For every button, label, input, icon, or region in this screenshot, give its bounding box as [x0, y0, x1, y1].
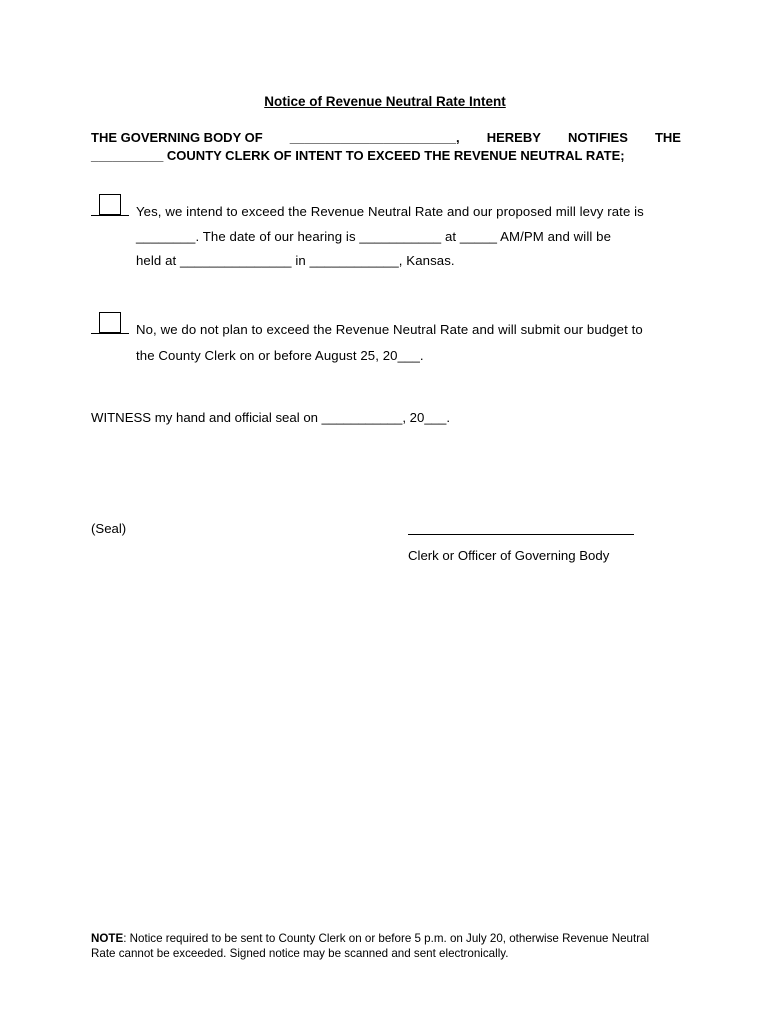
intro-hereby: HEREBY [486, 130, 541, 145]
intro-governing-body: THE GOVERNING BODY OF [91, 130, 263, 145]
intro-line-1 [91, 130, 681, 145]
note-text: : Notice required to be sent to County Clerk on or before 5 p.m. on July 20, otherwise Revenue Neutral Rate cannot be exceeded. Signed notice may be scanned and sent electronically. [91, 932, 650, 960]
intro-governing-body-blank[interactable]: _______________________, [289, 130, 460, 145]
signature-label: Clerk or Officer of Governing Body [408, 548, 610, 563]
witness-statement: WITNESS my hand and official seal on ___________, 20___. [91, 410, 450, 425]
intro-line-2: __________ COUNTY CLERK OF INTENT TO EXCEED THE REVENUE NEUTRAL RATE; [91, 148, 625, 163]
option-yes-line-2: ________. The date of our hearing is ___________ at _____ AM/PM and will be [136, 229, 612, 244]
footnote [91, 931, 671, 961]
option-yes-line-3: held at _______________ in ____________, Kansas. [136, 253, 455, 268]
option-no-checkbox-wrap [91, 312, 131, 338]
option-yes-line-1: Yes, we intend to exceed the Revenue Neutral Rate and our proposed mill levy rate is [136, 204, 644, 219]
option-yes-checkbox[interactable] [99, 194, 121, 215]
seal-label: (Seal) [91, 521, 127, 536]
option-no-checkbox-underline [91, 333, 129, 334]
document-title: Notice of Revenue Neutral Rate Intent [264, 94, 506, 109]
signature-line[interactable] [408, 534, 634, 535]
option-yes-checkbox-underline [91, 215, 129, 216]
option-no-line-1: No, we do not plan to exceed the Revenue Neutral Rate and will submit our budget to [136, 322, 643, 337]
option-yes-checkbox-wrap [91, 194, 131, 220]
note-label: NOTE [91, 932, 124, 945]
option-no-checkbox[interactable] [99, 312, 121, 333]
intro-notifies: NOTIFIES [567, 130, 628, 145]
option-no-line-2: the County Clerk on or before August 25, 20___. [136, 348, 424, 363]
intro-the: THE [654, 130, 681, 145]
